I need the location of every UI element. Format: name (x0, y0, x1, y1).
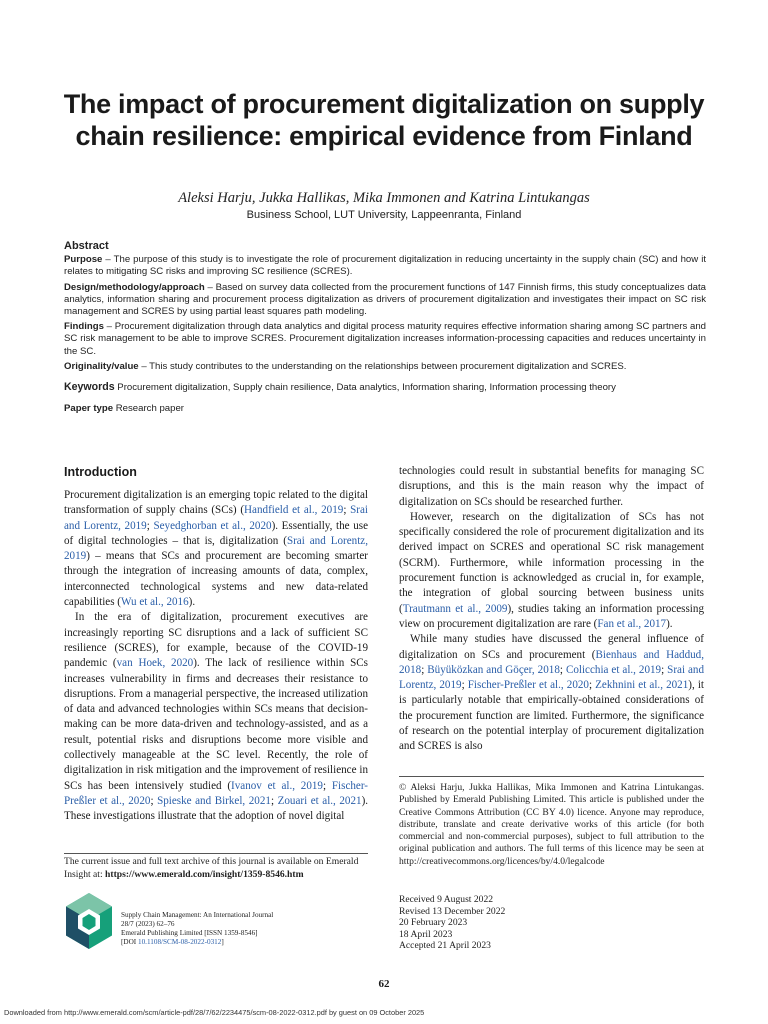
paragraph-text: ) – means that SCs and procurement are becoming smarter through the integration of increasing amounts of data, complex, interconnected technological systems and new data-related capabilities ( (64, 550, 368, 609)
keywords (64, 381, 706, 394)
date-revised: Revised 13 December 2022 (399, 905, 506, 917)
footnote-divider (64, 853, 368, 854)
paragraph-text: ; (461, 679, 468, 692)
archive-link[interactable]: https://www.emerald.com/insight/1359-8546.htm (105, 868, 304, 880)
page-number: 62 (378, 978, 390, 990)
citation-link[interactable]: Srai and Lorentz, 2019 (64, 534, 369, 563)
intro-paragraph-2 (64, 610, 368, 824)
archive-note (64, 856, 369, 881)
paragraph-text: ). (666, 617, 673, 630)
originality-label: Originality/value (64, 360, 139, 372)
paragraph-text: ), it is particularly notable that empirically-obtained considerations of the procurement function are limited. Furthermore, the significance of research on the potential interplay of procurement digitalization and SCRES is also (399, 679, 704, 753)
paragraph-text: In the era of digitalization, procurement executives are increasingly reporting SC disruptions and a lack of sufficient SC resilience (SCRES), for example, because of the COVID-19 pandemic ( (64, 611, 368, 670)
paragraph-text: ; (270, 794, 278, 807)
left-column (64, 488, 368, 825)
citation-link[interactable]: Zouari et al., 2021 (277, 794, 362, 807)
citation-link[interactable]: Bienhaus and Haddud, 2018 (399, 648, 705, 676)
paper-type-text: Research paper (113, 403, 184, 415)
journal-info (121, 911, 361, 947)
doi-suffix: ] (221, 938, 224, 946)
originality-text: – This study contributes to the understanding on the relationships between procurement digitalization and SCRES. (138, 360, 627, 372)
date-received: Received 9 August 2022 (399, 894, 494, 905)
date-revised-2: 20 February 2023 (399, 917, 468, 929)
paragraph-text: ; (150, 794, 158, 807)
date-revised-3: 18 April 2023 (399, 928, 453, 940)
paragraph-text: Procurement digitalization is an emerging topic related to the digital transformation of supply chains (SCs) ( (64, 489, 368, 517)
paragraph-text: ; (559, 663, 566, 676)
license-divider (399, 776, 704, 777)
paragraph-text: ). (188, 596, 196, 609)
design-label: Design/methodology/approach (64, 281, 205, 293)
paragraph-text: ). Essentially, the use of digital technologies – that is, digitalization ( (64, 519, 368, 547)
license-note: © Aleksi Harju, Jukka Hallikas, Mika Immonen and Katrina Lintukangas. Published by Emerald Publishing Limited. This article is published under the Creative Commons Attribution (CC BY 4.0) licence. Anyone may reproduce, distribute, translate and create derivative works of this article (for both commercial and non-commercial purposes), subject to full attribution to the original publication and authors. The full terms of this licence may be seen at http://creativecommons.org/licences/by/4.0/legalcode (399, 782, 704, 867)
abstract-section (64, 240, 706, 418)
download-note: Downloaded from http://www.emerald.com/scm/article-pdf/28/7/62/2234475/scm-08-2022-0312.pdf by guest on 09 October 2025 (4, 1008, 425, 1017)
article-title: The impact of procurement digitalization on supply chain resilience: empirical evidence from Finland (63, 89, 705, 151)
citation-link[interactable]: Ivanov et al., 2019 (231, 779, 323, 792)
citation-link[interactable]: Seyedghorban et al., 2020 (153, 519, 272, 532)
journal-doi (121, 938, 361, 947)
paragraph-text: ; (588, 679, 596, 692)
citation-link[interactable]: Srai and Lorentz, 2019 (399, 663, 705, 692)
citation-link[interactable]: Wu et al., 2016 (121, 596, 189, 609)
citation-link[interactable]: Spieske and Birkel, 2021 (157, 794, 271, 807)
paragraph-text: However, research on the digitalization of SCs has not specifically considered the role of procurement digitalization and its derived impact on SCRES and operational SC risk management (SCRM). Furthermore, while information processing in the procurement function is acknowledged as crucial in, for example, the integration of global sourcing between business units ( (399, 510, 704, 615)
citation-link[interactable]: Büyüközkan and Göçer, 2018 (427, 663, 560, 676)
citation-link[interactable]: Zekhnini et al., 2021 (595, 679, 689, 692)
paragraph-text: ; (661, 663, 668, 676)
findings-text: – Procurement digitalization through data analytics and digital process maturity requires effective information sharing among SC partners and SC risk management to be able to improve SCRES. Procurement digitalization increases information-processing capacities and reduces uncertainty in the SC. (64, 321, 706, 357)
abstract-heading: Abstract (64, 240, 109, 252)
paragraph-text: ). These investigations illustrate that the adoption of novel digital (64, 794, 369, 823)
abstract-findings (64, 321, 706, 358)
abstract-originality (64, 361, 706, 373)
abstract-design (64, 282, 706, 319)
affiliation: Business School, LUT University, Lappeenranta, Finland (246, 209, 522, 221)
citation-link[interactable]: Handfield et al., 2019 (244, 504, 344, 517)
archive-text: The current issue and full text archive of this journal is available on Emerald Insight at: (64, 856, 359, 880)
paragraph-text: ; (146, 519, 154, 532)
journal-publisher: Emerald Publishing Limited [ISSN 1359-8546] (121, 929, 258, 937)
keywords-text: Procurement digitalization, Supply chain resilience, Data analytics, Information sharing, Information processing theory (114, 382, 616, 394)
doi-prefix: [DOI (121, 938, 138, 946)
paper-type (64, 403, 706, 415)
intro-paragraph-3: technologies could result in substantial benefits for managing SC disruptions, and this is the main reason why the impact of digitalization on SCs should be researched further. (399, 465, 704, 508)
citation-link[interactable]: Fan et al., 2017 (597, 617, 667, 630)
paragraph-text: ; (322, 779, 332, 792)
design-text: – Based on survey data collected from the procurement functions of 147 Finnish firms, this study conceptualizes data analytics, information sharing and procurement process digitalization as drivers of procurement digitalization and investigates their impact on SC risk management and SCRES by using partial least squares path modeling. (64, 281, 706, 318)
citation-link[interactable]: van Hoek, 2020 (116, 657, 194, 670)
paragraph-text: ; (421, 663, 428, 676)
keywords-label: Keywords (64, 381, 115, 394)
intro-paragraph-5 (399, 632, 704, 754)
paragraph-text: While many studies have discussed the general influence of digitalization on SCs and procurement ( (399, 633, 704, 661)
abstract-purpose (64, 254, 706, 278)
journal-name: Supply Chain Management: An International Journal (121, 911, 274, 919)
author-list: Aleksi Harju, Jukka Hallikas, Mika Immonen and Katrina Lintukangas (178, 190, 590, 206)
paragraph-text: ; (343, 504, 351, 517)
citation-link[interactable]: Srai and Lorentz, 2019 (64, 504, 368, 532)
purpose-text: – The purpose of this study is to investigate the role of procurement digitalization in reducing uncertainty in the supply chain (SC) and how it relates to mitigating SC risks and improving SC resilience (SCRES). (64, 254, 706, 278)
paper-type-label: Paper type (64, 403, 114, 415)
citation-link[interactable]: Fischer-Preßler et al., 2020 (467, 679, 589, 692)
paragraph-text: ). The lack of resilience within SCs increases vulnerability in firms and decreases their resistance to disruptions. From a managerial perspective, the increased utilization of data and advanced technologies within SCs means that decision-making can be more data-driven and technology-assisted, and as a result, potential risks and disruptions become more visible and collectively manageable at the SC level. Recently, the role of digitalization in risk mitigation and the improvement of resilience in SCs has been intensively studied ( (64, 657, 368, 792)
purpose-label: Purpose (64, 254, 103, 266)
citation-link[interactable]: Colicchia et al., 2019 (565, 663, 662, 676)
citation-link[interactable]: Fischer-Preßler et al., 2020 (64, 779, 369, 807)
findings-label: Findings (64, 321, 104, 333)
right-column (399, 464, 704, 755)
doi-link[interactable]: 10.1108/SCM-08-2022-0312 (137, 938, 222, 946)
paragraph-text: ), studies taking an information processing view on procurement digitalization are rare ( (399, 602, 704, 630)
intro-paragraph-1 (64, 488, 368, 610)
date-accepted: Accepted 21 April 2023 (399, 940, 491, 952)
emerald-logo-icon (64, 892, 114, 950)
journal-volume: 28/7 (2023) 62–76 (121, 920, 175, 928)
article-dates (399, 894, 599, 952)
introduction-heading: Introduction (64, 465, 137, 479)
intro-paragraph-4 (399, 510, 704, 632)
citation-link[interactable]: Trautmann et al., 2009 (402, 602, 508, 615)
